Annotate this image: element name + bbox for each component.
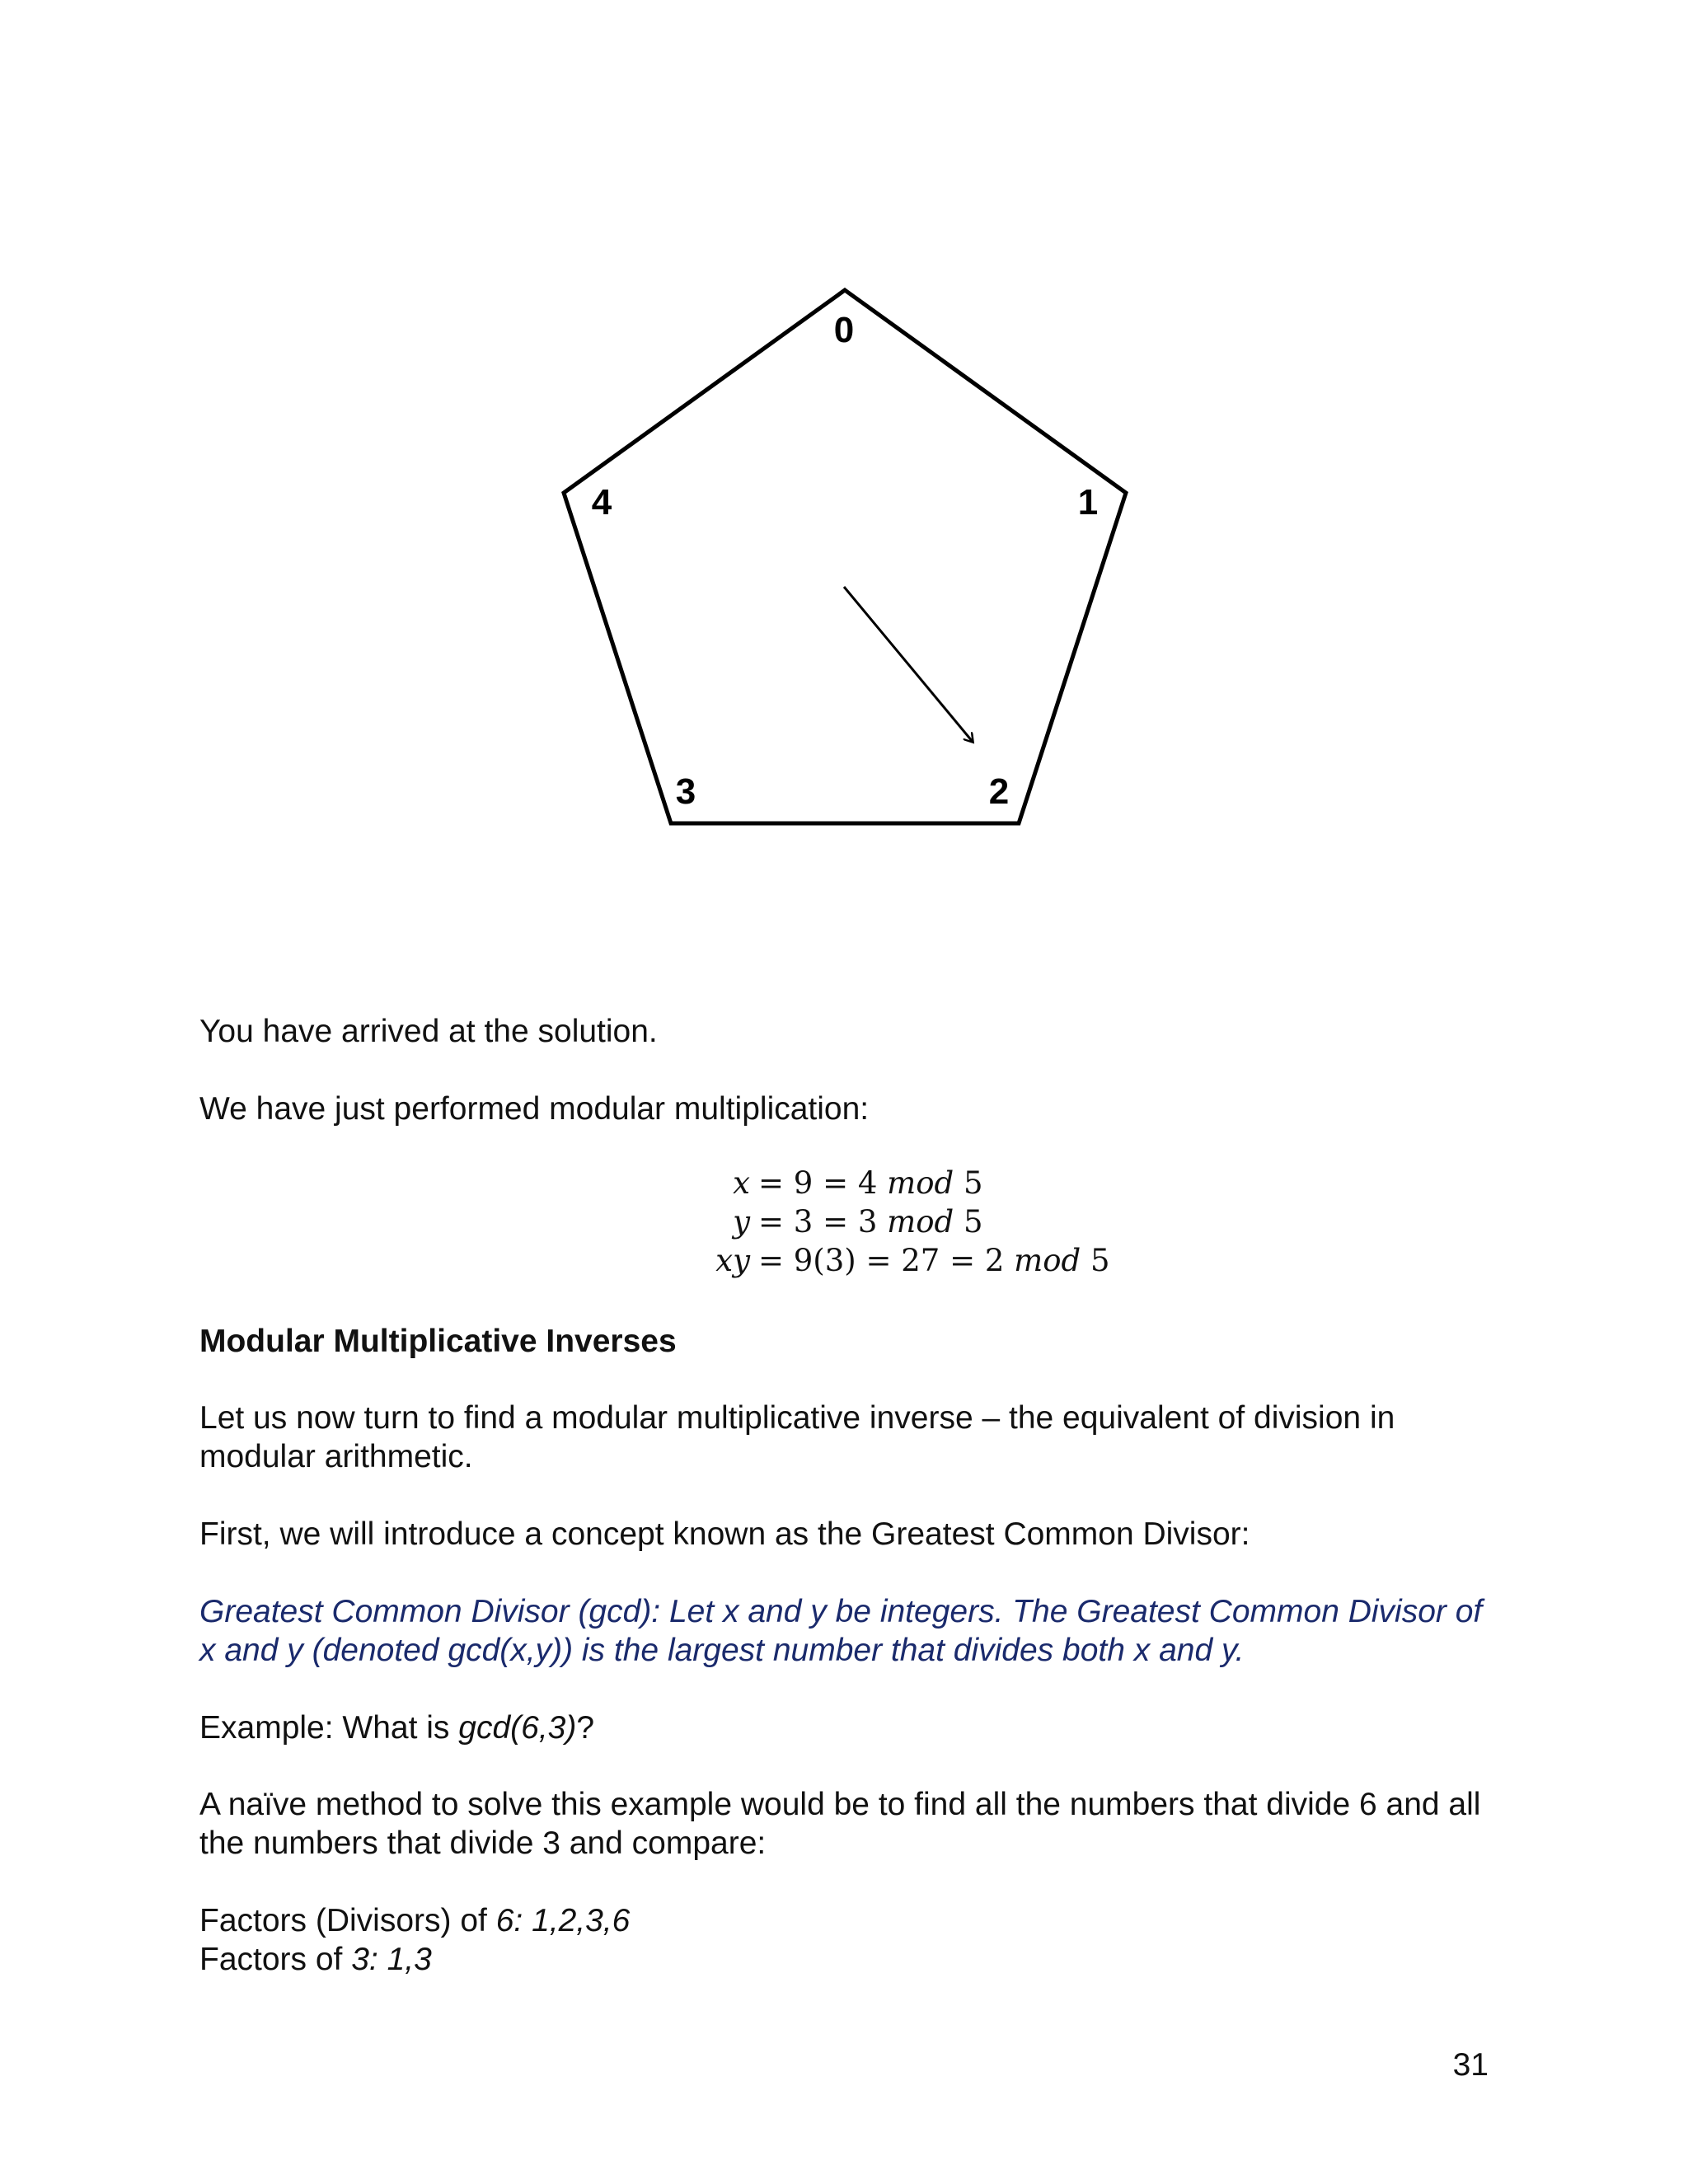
- paragraph-inverse-intro: Let us now turn to find a modular multiplicative inverse – the equivalent of division in modular arithmetic.: [199, 1400, 1395, 1474]
- vertex-label-3: 3: [675, 771, 696, 812]
- equation-lhs: xy: [715, 1243, 750, 1278]
- vertex-label-0: 0: [833, 310, 855, 350]
- paragraph-performed: We have just performed modular multiplication:: [199, 1091, 870, 1127]
- equation-rhs: = 3 = 3 mod 5: [758, 1204, 983, 1240]
- paragraph-arrived: You have arrived at the solution.: [199, 1014, 658, 1049]
- modular-clock-diagram: [0, 0, 1688, 907]
- clock-hand-arrow: [844, 587, 973, 742]
- page-number: 31: [1452, 2047, 1489, 2083]
- vertex-label-1: 1: [1077, 482, 1099, 523]
- equation-rhs: = 9 = 4 mod 5: [758, 1165, 983, 1201]
- paragraph-example: Example: What is gcd(6,3)?: [199, 1710, 595, 1746]
- pentagon-outline: [564, 290, 1126, 823]
- factors-of-6: Factors (Divisors) of 6: 1,2,3,6: [199, 1903, 631, 1938]
- gcd-definition: Greatest Common Divisor (gcd): Let x and y be integers. The Greatest Common Divisor of x and y (denoted gcd(x,y)) is the largest number that divides both x and y.: [199, 1594, 1483, 1668]
- equation-lhs: y: [733, 1204, 750, 1240]
- factors-of-3: Factors of 3: 1,3: [199, 1942, 432, 1977]
- section-heading: Modular Multiplicative Inverses: [199, 1324, 677, 1359]
- paragraph-naive-method: A naïve method to solve this example would be to find all the numbers that divide 6 and all the numbers that divide 3 and compare:: [199, 1787, 1481, 1861]
- equation-lhs: x: [733, 1165, 750, 1201]
- vertex-label-4: 4: [591, 482, 612, 523]
- vertex-label-2: 2: [988, 771, 1010, 812]
- equation-rhs: = 9(3) = 27 = 2 mod 5: [758, 1243, 1110, 1278]
- example-math: gcd(6,3): [458, 1710, 577, 1746]
- paragraph-gcd-intro: First, we will introduce a concept known as the Greatest Common Divisor:: [199, 1516, 1250, 1552]
